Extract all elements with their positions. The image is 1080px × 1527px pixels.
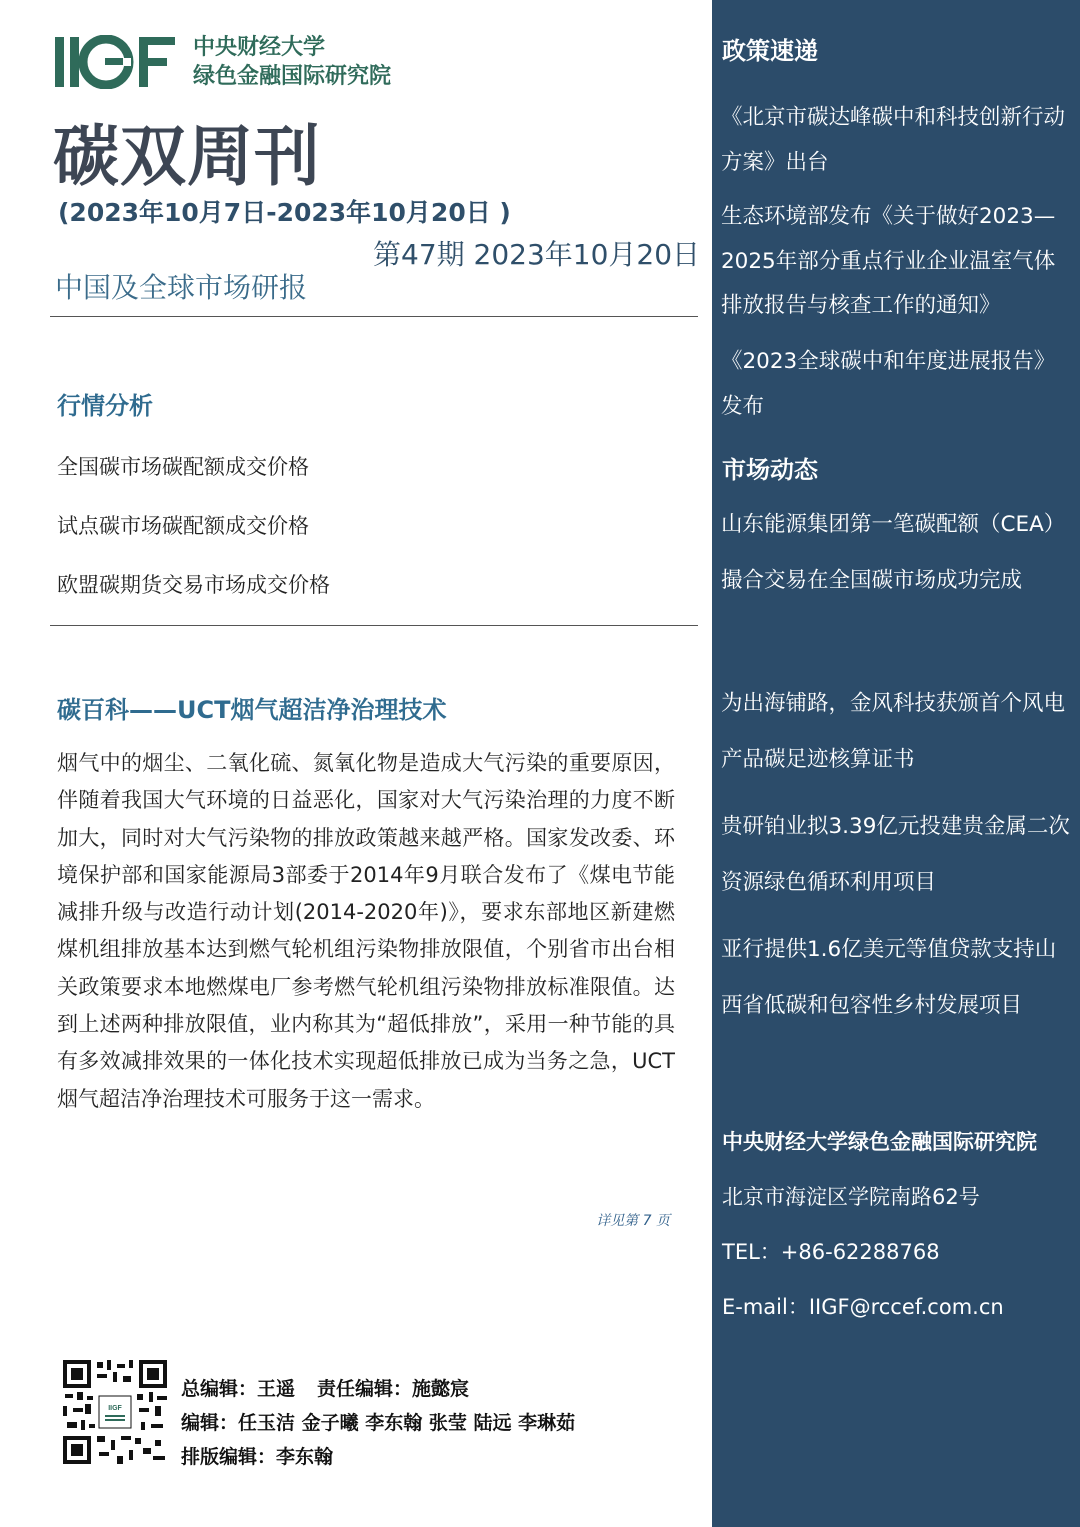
page-subtitle: 中国及全球市场研报 [55,271,308,304]
layout-editor: 李东翰 [276,1446,334,1468]
logo-line-2: 绿色金融国际研究院 [193,64,392,89]
policy-item[interactable]: 《2023全球碳中和年度进展报告》发布 [721,349,1056,419]
chief-editor-label: 总编辑： [181,1378,258,1400]
editors-label: 编辑： [181,1412,239,1434]
analysis-item[interactable]: 试点碳市场碳配额成交价格 [57,514,309,538]
encyclopedia-heading: 碳百科——UCT烟气超洁净治理技术 [57,696,447,724]
market-heading: 市场动态 [722,456,818,484]
page-title: 碳双周刊 [53,118,321,195]
analysis-heading: 行情分析 [57,392,153,420]
org-phone: TEL：+86-62288768 [722,1240,940,1264]
logo [55,33,391,91]
date-range: (2023年10月7日-2023年10月20日 ) [58,198,511,227]
credits [181,1372,575,1474]
credits-line-1 [181,1372,575,1406]
divider [50,625,698,626]
analysis-item[interactable]: 欧盟碳期货交易市场成交价格 [57,573,330,597]
credits-line-3 [181,1440,575,1474]
divider [50,316,698,317]
policy-item[interactable]: 生态环境部发布《关于做好2023—2025年部分重点行业企业温室气体排放报告与核查工作的通知》 [721,204,1056,318]
org-name: 中央财经大学绿色金融国际研究院 [722,1130,1037,1154]
editors: 任玉洁 金子曦 李东翰 张莹 陆远 李琳茹 [238,1412,576,1434]
analysis-item[interactable]: 全国碳市场碳配额成交价格 [57,455,309,479]
logo-line-1: 中央财经大学 [193,35,326,60]
encyclopedia-body: 烟气中的烟尘、二氧化硫、氮氧化物是造成大气污染的重要原因，伴随着我国大气环境的日益恶化，国家对大气污染治理的力度不断加大，同时对大气污染物的排放政策越来越严格。国家发改委、环境保护部和国家能源局3部委于2014年9月联合发布了《煤电节能减排升级与改造行动计划(2014-2020年)》，要求东部地区新建燃煤机组排放基本达到燃气轮机组污染物排放限值，个别省市出台相关政策要求本地燃煤电厂参考燃气轮机组污染物排放标准限值。达到上述两种排放限值，业内称其为“超低排放”，采用一种节能的具有多效减排效果的一体化技术实现超低排放已成为当务之急，UCT烟气超洁净治理技术可服务于这一需求。 [57,751,675,1111]
qr-caption: IIGF [108,1405,122,1412]
qr-code-icon [63,1360,167,1464]
market-item[interactable]: 贵研铂业拟3.39亿元投建贵金属二次资源绿色循环利用项目 [721,814,1070,895]
credits-line-2 [181,1406,575,1440]
market-item[interactable]: 亚行提供1.6亿美元等值贷款支持山西省低碳和包容性乡村发展项目 [721,937,1057,1018]
sidebar [712,0,1080,1527]
iigf-logo-icon [55,35,177,89]
market-item[interactable]: 为出海铺路，金风科技获颁首个风电产品碳足迹核算证书 [721,691,1066,772]
chief-editor: 王遥 [257,1378,296,1400]
responsible-editor-label: 责任编辑： [317,1378,413,1400]
policy-item[interactable]: 《北京市碳达峰碳中和科技创新行动方案》出台 [721,105,1066,175]
see-page-link[interactable]: 详见第 7 页 [596,1213,670,1229]
layout-editor-label: 排版编辑： [181,1446,277,1468]
responsible-editor: 施懿宸 [412,1378,470,1400]
market-item[interactable]: 山东能源集团第一笔碳配额（CEA）撮合交易在全国碳市场成功完成 [721,512,1066,593]
logo-text [193,33,391,91]
org-email[interactable]: E-mail：IIGF@rccef.com.cn [722,1295,1004,1319]
policy-heading: 政策速递 [722,37,818,65]
issue-number: 第47期 2023年10月20日 [373,238,701,271]
org-address: 北京市海淀区学院南路62号 [722,1185,980,1209]
